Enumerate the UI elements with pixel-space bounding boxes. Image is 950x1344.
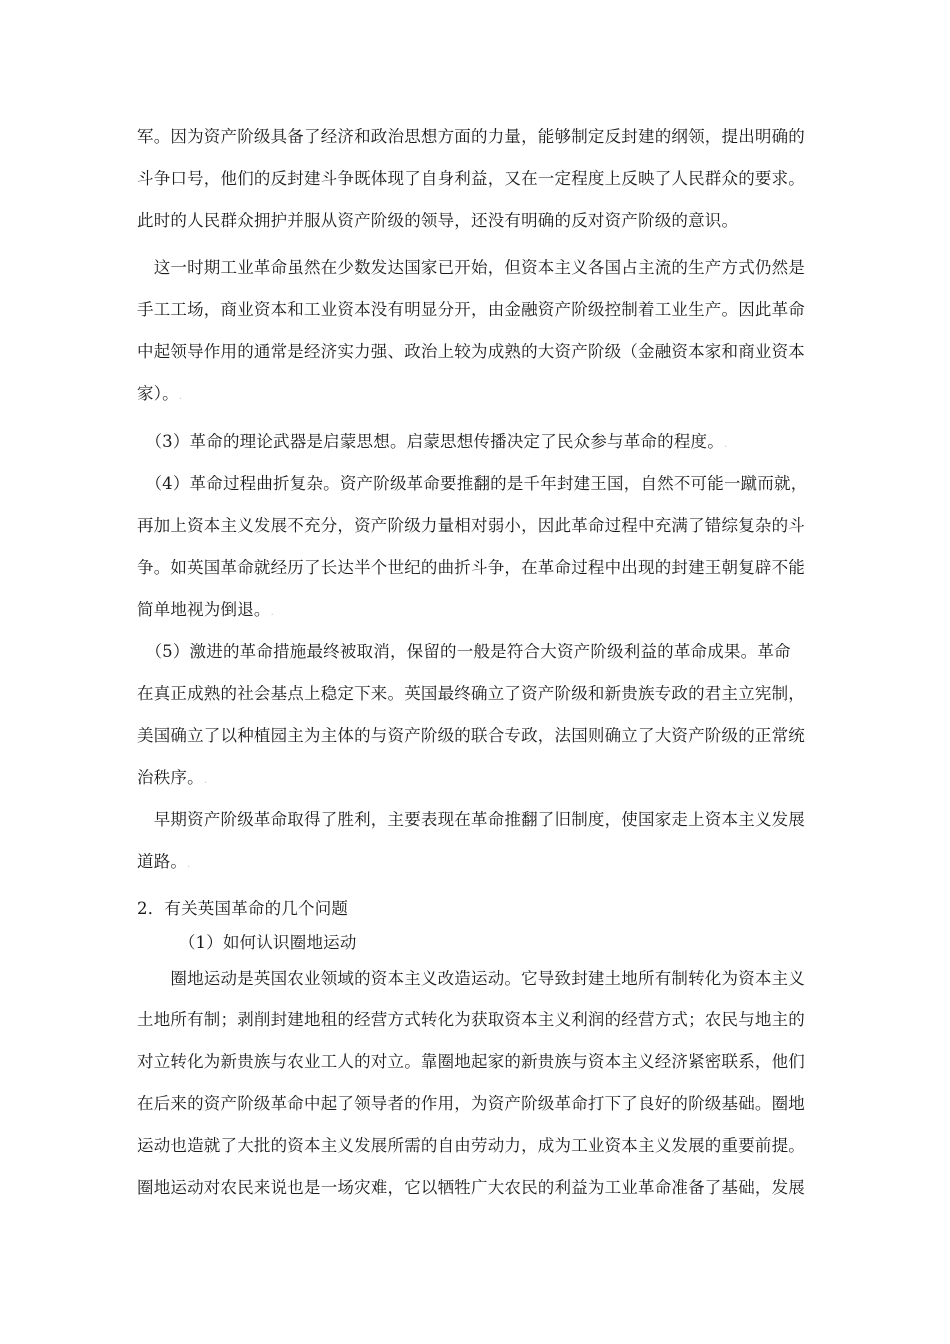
text-line: 美国确立了以种植园主为主体的与资产阶级的联合专政，法国则确立了大资产阶级的正常统 [137,726,805,745]
text-line: 运动也造就了大批的资本主义发展所需的自由劳动力，成为工业资本主义发展的重要前提。 [137,1136,805,1155]
text-line: 在真正成熟的社会基点上稳定下来。英国最终确立了资产阶级和新贵族专政的君主立宪制， [137,684,805,703]
text-line: 家）。. [137,384,183,403]
text-line: 早期资产阶级革命取得了胜利，主要表现在革命推翻了旧制度，使国家走上资本主义发展 [137,810,805,829]
text-line: 在后来的资产阶级革命中起了领导者的作用，为资产阶级革命打下了良好的阶级基础。圈地 [137,1094,805,1113]
subsection-heading: （1）如何认识圈地运动 [137,933,357,952]
text-line: 圈地运动是英国农业领域的资本主义改造运动。它导致封建土地所有制转化为资本主义 [137,969,805,988]
text-line: 争。如英国革命就经历了长达半个世纪的曲折斗争，在革命过程中出现的封建王朝复辟不能 [137,558,805,577]
text-line: 治秩序。. [137,768,208,787]
text-line: 简单地视为倒退。. [137,600,274,619]
text-line: 土地所有制；剥削封建地租的经营方式转化为获取资本主义利润的经营方式；农民与地主的 [137,1010,805,1029]
text-line: 这一时期工业革命虽然在少数发达国家已开始，但资本主义各国占主流的生产方式仍然是 [137,258,805,277]
text-line: 对立转化为新贵族与农业工人的对立。靠圈地起家的新贵族与资本主义经济紧密联系，他们 [137,1052,805,1071]
section-heading: 2．有关英国革命的几个问题 [137,899,349,918]
text-line: 道路。. [137,852,191,871]
text-line: （4）革命过程曲折复杂。资产阶级革命要推翻的是千年封建王国，自然不可能一蹴而就， [137,474,808,493]
text-line: 圈地运动对农民来说也是一场灾难，它以牺牲广大农民的利益为工业革命准备了基础，发展 [137,1178,805,1197]
text-line: 军。因为资产阶级具备了经济和政治思想方面的力量，能够制定反封建的纲领，提出明确的 [137,127,805,146]
text-line: 再加上资本主义发展不充分，资产阶级力量相对弱小，因此革命过程中充满了错综复杂的斗 [137,516,805,535]
text-line: 中起领导作用的通常是经济实力强、政治上较为成熟的大资产阶级（金融资本家和商业资本 [137,342,805,361]
text-line: （5）激进的革命措施最终被取消，保留的一般是符合大资产阶级利益的革命成果。革命 [137,642,791,661]
text-line: 手工工场，商业资本和工业资本没有明显分开，由金融资产阶级控制着工业生产。因此革命 [137,300,805,319]
text-line: （3）革命的理论武器是启蒙思想。启蒙思想传播决定了民众参与革命的程度。. [137,432,728,451]
text-line: 斗争口号，他们的反封建斗争既体现了自身利益，又在一定程度上反映了人民群众的要求。 [137,169,805,188]
text-line: 此时的人民群众拥护并服从资产阶级的领导，还没有明确的反对资产阶级的意识。 [137,211,739,230]
